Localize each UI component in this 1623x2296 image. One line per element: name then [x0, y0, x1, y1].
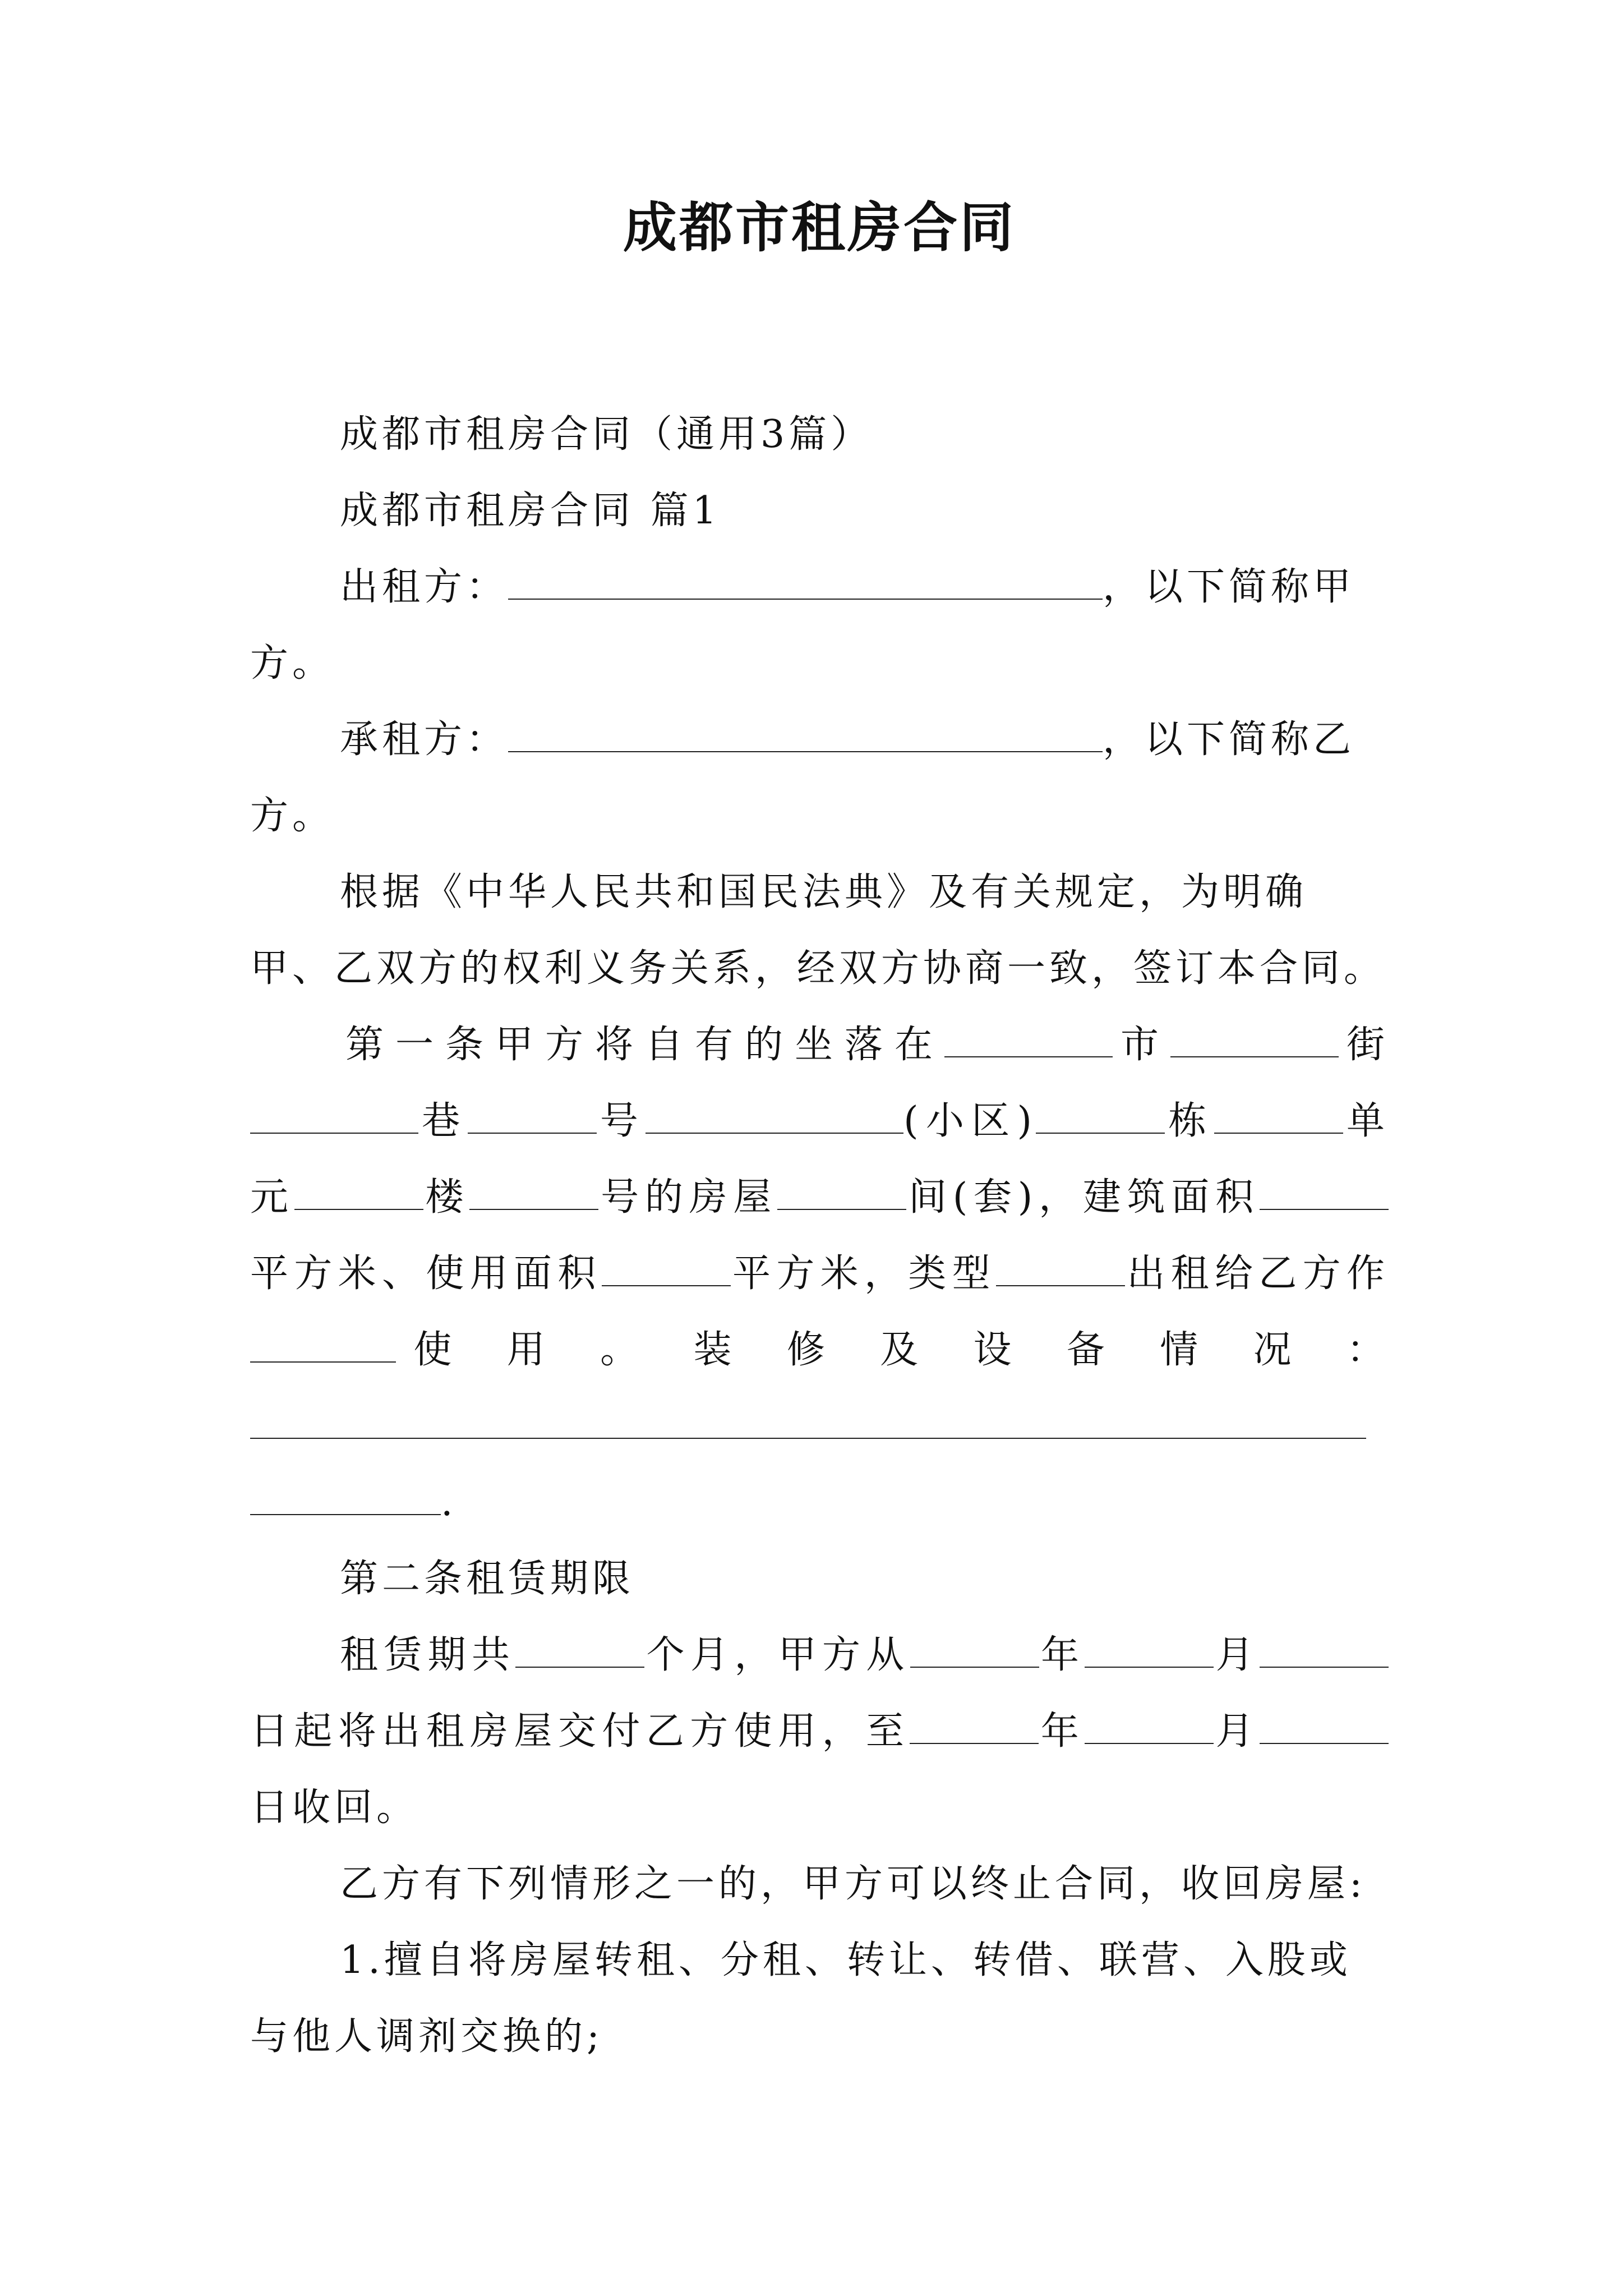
city-blank[interactable] [944, 1011, 1113, 1057]
decoration-blank[interactable] [250, 1393, 1366, 1439]
section-heading: 成都市租房合同 篇1 [340, 489, 721, 533]
article1-text: 巷 [418, 1099, 468, 1143]
lessor-line [250, 549, 1389, 625]
end-month-blank[interactable] [1085, 1698, 1214, 1744]
use-blank[interactable] [250, 1317, 396, 1363]
preamble: 根据《中华人民共和国民法典》及有关规定，为明确甲、乙双方的权利义务关系，经双方协商一致，签订本合同。 [250, 870, 1386, 991]
floor-blank[interactable] [294, 1164, 423, 1210]
lessor-suffix: ，以下简称甲 [1103, 565, 1355, 609]
article1-text: 使 用 。 装 修 及 设 备 情 况 ： [396, 1328, 1389, 1372]
article1-text: 栋 [1165, 1099, 1214, 1143]
street-blank[interactable] [1170, 1011, 1339, 1057]
lessee-line [250, 702, 1389, 778]
article1-line3 [250, 1159, 1389, 1236]
lessee-label: 承租方： [340, 717, 509, 762]
article2-line1 [250, 1617, 1389, 1694]
usable-area-blank[interactable] [602, 1240, 731, 1286]
building-area-blank[interactable] [1260, 1164, 1389, 1210]
building-blank[interactable] [1036, 1088, 1165, 1134]
article2-text: 租赁期共 [340, 1633, 516, 1677]
decoration-blank-2[interactable] [250, 1469, 441, 1515]
article1-text: (小区) [903, 1099, 1036, 1143]
article1-text: 单 [1343, 1099, 1389, 1143]
article1-text: 号 [596, 1099, 646, 1143]
article1-text: 市 [1112, 1023, 1170, 1067]
decoration-line [250, 1388, 1389, 1465]
article1-text: 平方米、使用面积 [250, 1251, 602, 1296]
article2-text: 年 [1039, 1709, 1085, 1754]
termination-conditions: 乙方有下列情形之一的，甲方可以终止合同，收回房屋: [340, 1862, 1366, 1906]
lessee-suffix: ，以下简称乙 [1103, 717, 1355, 762]
article1-text: . [441, 1480, 457, 1525]
decoration-line-end [250, 1465, 1389, 1541]
type-blank[interactable] [996, 1240, 1125, 1286]
article1-text: 街 [1338, 1023, 1389, 1067]
article1-text: 元 [250, 1175, 294, 1220]
article2-text: 月 [1214, 1709, 1260, 1754]
article2-text: 年 [1039, 1633, 1085, 1677]
lessor-wrap: 方。 [250, 641, 335, 685]
article2-text: 个月，甲方从 [644, 1633, 910, 1677]
number-blank[interactable] [468, 1088, 597, 1134]
document-title: 成都市租房合同 [623, 196, 1016, 259]
article1-line5 [250, 1312, 1389, 1388]
document-page [250, 185, 1389, 2075]
article1-text: 出租给乙方作 [1124, 1251, 1389, 1296]
subtitle: 成都市租房合同（通用3篇） [340, 412, 873, 457]
unit-blank[interactable] [1214, 1088, 1343, 1134]
lessee-wrap: 方。 [250, 794, 335, 838]
room-number-blank[interactable] [469, 1164, 598, 1210]
article2-text: 日起将出租房屋交付乙方使用，至 [250, 1709, 910, 1754]
article1-line2 [250, 1083, 1389, 1159]
article2-line3: 日收回。 [250, 1786, 419, 1830]
months-blank[interactable] [515, 1622, 644, 1668]
article1-line1 [250, 1007, 1389, 1083]
article1-text: 平方米，类型 [730, 1251, 996, 1296]
article1-text: 楼 [423, 1175, 470, 1220]
article2-line2 [250, 1694, 1389, 1770]
lessor-blank[interactable] [508, 554, 1103, 600]
article1-text: 第一条甲方将自有的坐落在 [345, 1023, 944, 1067]
termination-item-1: 1.擅自将房屋转租、分租、转让、转借、联营、入股或与他人调剂交换的; [250, 1938, 1352, 2059]
rooms-blank[interactable] [777, 1164, 906, 1210]
article1-line4 [250, 1236, 1389, 1312]
lessee-blank[interactable] [508, 706, 1103, 752]
community-blank[interactable] [645, 1088, 903, 1134]
article1-text: 间(套)，建筑面积 [906, 1175, 1260, 1220]
article2-heading: 第二条租赁期限 [340, 1557, 635, 1601]
end-day-blank[interactable] [1260, 1698, 1389, 1744]
lane-blank[interactable] [250, 1088, 418, 1134]
start-year-blank[interactable] [910, 1622, 1039, 1668]
start-day-blank[interactable] [1260, 1622, 1389, 1668]
article1-text: 号的房屋 [598, 1175, 778, 1220]
article2-text: 月 [1214, 1633, 1260, 1677]
end-year-blank[interactable] [910, 1698, 1039, 1744]
lessor-label: 出租方： [340, 565, 509, 609]
start-month-blank[interactable] [1085, 1622, 1214, 1668]
